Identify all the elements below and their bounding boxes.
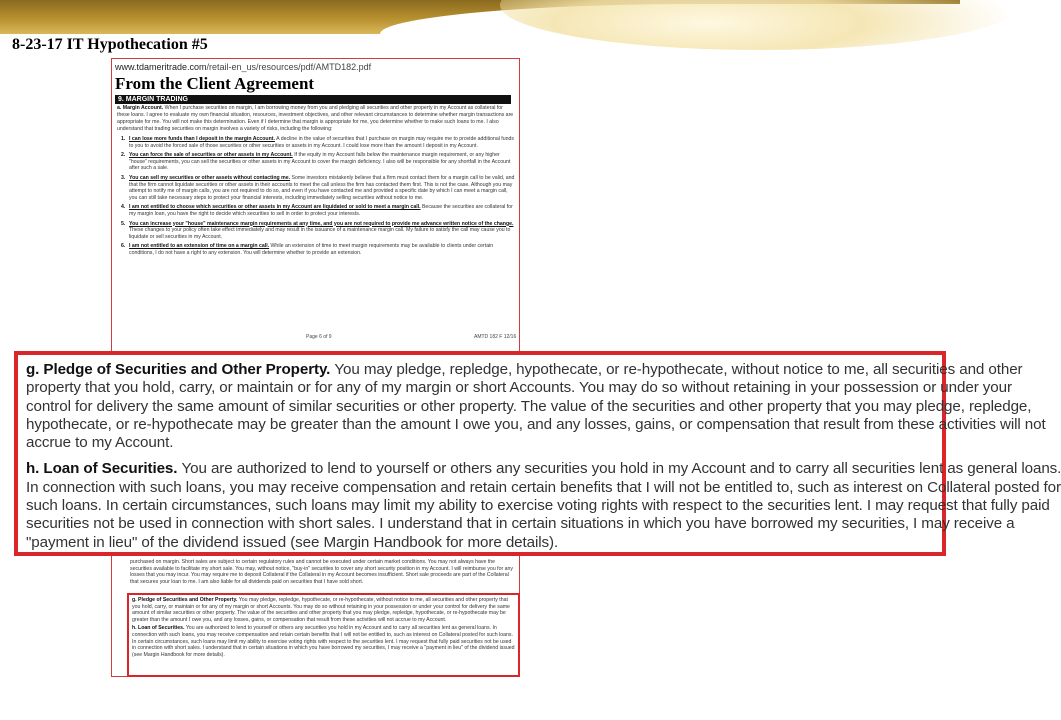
- excerpt-line: h. Loan of Securities. You are authorized to lend to yourself or others any securities you hold in my Account and to carry all securities lent as general loans.: [26, 460, 1061, 478]
- small-h-lead: h. Loan of Securities.: [132, 625, 185, 632]
- paragraph-lead: a. Margin Account.: [117, 105, 164, 111]
- risk-item: [121, 243, 515, 256]
- risk-item: [121, 152, 515, 172]
- small-g-paragraph: [132, 597, 516, 623]
- small-h-paragraph: [132, 625, 516, 658]
- magnified-excerpt: [14, 351, 1061, 556]
- page-number: Page 6 of 9: [306, 334, 332, 340]
- zoom-g-paragraph: [26, 361, 1046, 452]
- excerpt-line: securities not be used in connection with short sales. I understand that in certain situations in which you have borrowed my securities, I may receive a: [26, 515, 1015, 533]
- excerpt-line: g. Pledge of Securities and Other Property. You may pledge, repledge, hypothecate, or re-hypothecate, without notice to me, all securities and other: [26, 361, 1023, 378]
- risk-item-lead: I am not entitled to choose which securities or other assets in my Account are liquidated or sold to meet a margin call.: [129, 204, 421, 211]
- excerpt-line: accrue to my Account.: [26, 434, 174, 452]
- margin-account-paragraph: [117, 105, 515, 133]
- risk-item-text: Some investors mistakenly believe that a firm must contact them for a margin call to be valid, and that the firm cannot liquidate securities or other assets in their accounts to meet the call unless the firm has contacted them first. This is not the case. Although you may attempt to notify me of margin calls, you are not required to do so, and even if you have contacted me and provided a specific date by which I can meet a margin call, you can still take necessary steps to protect your financial interests, including immediately selling securities without notice to me.: [129, 174, 515, 201]
- risk-item-text: A decline in the value of securities that I purchase on margin may require me to provide additional funds to you to avoid the forced sale of those securities or other securities or assets in my Account. I could lose more than the amount I deposit in my Account.: [129, 136, 515, 149]
- risk-item-lead: I am not entitled to an extension of time on a margin call.: [129, 243, 270, 250]
- risk-item-text: If the equity in my Account falls below the maintenance margin requirement, or any higher "house" requirements, you can sell the securities or other assets in my Account to cover the margin deficiency. I also will be responsible for any shortfall in the Account after such a sale.: [129, 152, 511, 172]
- risk-item-text: While an extension of time to meet margin requirements may be available to clients under certain conditions, I do not have a right to any extension. You will determine whether to provide an extension.: [129, 243, 494, 256]
- risk-item-number: 4.: [121, 204, 126, 211]
- slide-title: 8-23-17 IT Hypothecation #5: [12, 36, 208, 53]
- section-header-bar: 9. MARGIN TRADING: [115, 95, 511, 104]
- risk-item: [121, 221, 515, 241]
- risk-item-number: 1.: [121, 136, 126, 142]
- document-url: [115, 62, 515, 72]
- small-h-text: You are authorized to lend to yourself or others any securities you hold in my Account and to carry all securities lent as general loans. In connection with such loans, you may receive compensation and retain certain benefits that I will not be entitled to, such as interest on Collateral posted for such loans. In certain circumstances, such loans may limit my ability to exercise voting rights with respect to the securities lent. I may request that fully paid securities not be used in connection with short sales. I understand that in certain situations in which you have borrowed my securities, I may receive a "payment in lieu" of the dividend issued (see Margin Handbook for more details).: [132, 625, 515, 658]
- risk-item-number: 2.: [121, 152, 126, 159]
- excerpt-line: such loans. In certain circumstances, such loans may limit my ability to exercise voting rights with respect to the securities lent. I may request that fully paid: [26, 497, 1050, 515]
- excerpt-lead: g. Pledge of Securities and Other Property.: [26, 361, 335, 378]
- document-heading: From the Client Agreement: [115, 74, 315, 93]
- risk-item-text: These changes to your policy often take effect immediately and may result in the issuance of a maintenance margin call. My failure to satisfy the call may cause you to liquidate or sell securities in my Account.: [129, 227, 511, 240]
- excerpt-line: property that you hold, carry, or maintain or for any of my margin or short Accounts. You may do so without retaining in your possession or under your: [26, 379, 1012, 397]
- risk-item: [121, 204, 515, 217]
- risk-item-number: 6.: [121, 243, 126, 250]
- small-g-lead: g. Pledge of Securities and Other Property.: [132, 597, 238, 603]
- risk-item: [121, 136, 515, 149]
- form-code: AMTD 182 F 12/16: [474, 334, 517, 340]
- small-g-text: You may pledge, repledge, hypothecate, or re-hypothecate, without notice to me, all securities and other property that you hold, carry, or maintain or for any of my margin or short Accounts. You may do so without retaining in your possession or under your control for delivery the same amount of similar securities or other property. The value of the securities and other property that you may pledge, repledge, hypothecate, or re-hypothecate may be greater than the amount I owe you, and any losses, gains, or compensation that result from these activities will not accrue to my Account.: [132, 597, 510, 623]
- short-sale-paragraph: purchased on margin. Short sales are subject to certain regulatory rules and cannot be executed under certain market conditions. You may not always have the securities available to facilitate my short sale. You may, without notice, "buy-in" securities to cover any short security position in my Account. I will reimburse you for any losses that you may incur. You may require me to deposit Collateral if the Collateral in my Account becomes insufficient. Short sale proceeds are part of the Collateral that secures your loan to me. I am also liable for all dividends paid on securities that I have sold short.: [130, 559, 514, 585]
- risk-list: [115, 136, 515, 257]
- excerpt-lead: h. Loan of Securities.: [26, 460, 182, 478]
- paragraph-text: When I purchase securities on margin, I am borrowing money from you and pledging all securities and other property in my Account as collateral for these loans. I agree to evaluate my own financial situation, resources, investment objectives, and other relevant circumstances to determine whether margin transactions are appropriate for me. You will not make this determination. Even if I determine that margin is appropriate for me, you determine whether to make such loans to me. I also understand that trading securities on margin involves a variety of risks, including the following:: [117, 105, 514, 132]
- excerpt-line: In connection with such loans, you may receive compensation and retain certain benefits that I will not be entitled to, such as interest on Collateral posted for: [26, 478, 1061, 496]
- risk-item: [121, 175, 515, 201]
- url-path: /retail-en_us/resources/pdf/AMTD182.pdf: [206, 62, 372, 72]
- risk-item-number: 3.: [121, 174, 126, 181]
- excerpt-line: hypothecate, or re-hypothecate may be greater than the amount I owe you, and any losses, gains, or compensation that result from these activities will not: [26, 415, 1046, 433]
- zoom-h-paragraph: [26, 460, 1061, 551]
- slide-banner: [0, 0, 960, 34]
- highlighted-excerpt-small: [127, 593, 520, 677]
- risk-item-lead: You can sell my securities or other assets without contacting me.: [129, 174, 291, 181]
- url-domain: www.tdameritrade.com: [115, 62, 207, 72]
- risk-item-lead: I can lose more funds than I deposit in the margin Account.: [129, 136, 275, 142]
- excerpt-line: "payment in lieu" of the dividend issued (see Margin Handbook for more details).: [26, 533, 559, 551]
- risk-item-lead: You can increase your "house" maintenance margin requirements at any time, and you are not required to provide me advance written notice of the change.: [129, 220, 514, 227]
- excerpt-line: control for delivery the same amount of similar securities or other property. The value of the securities and other property that you may pledge, repledge,: [26, 397, 1032, 415]
- risk-item-number: 5.: [121, 220, 126, 227]
- risk-item-text: Because the securities are collateral for my margin loan, you have the right to decide which securities to sell in order to protect your interests.: [129, 204, 513, 217]
- risk-item-lead: You can force the sale of securities or other assets in my Account.: [129, 152, 293, 159]
